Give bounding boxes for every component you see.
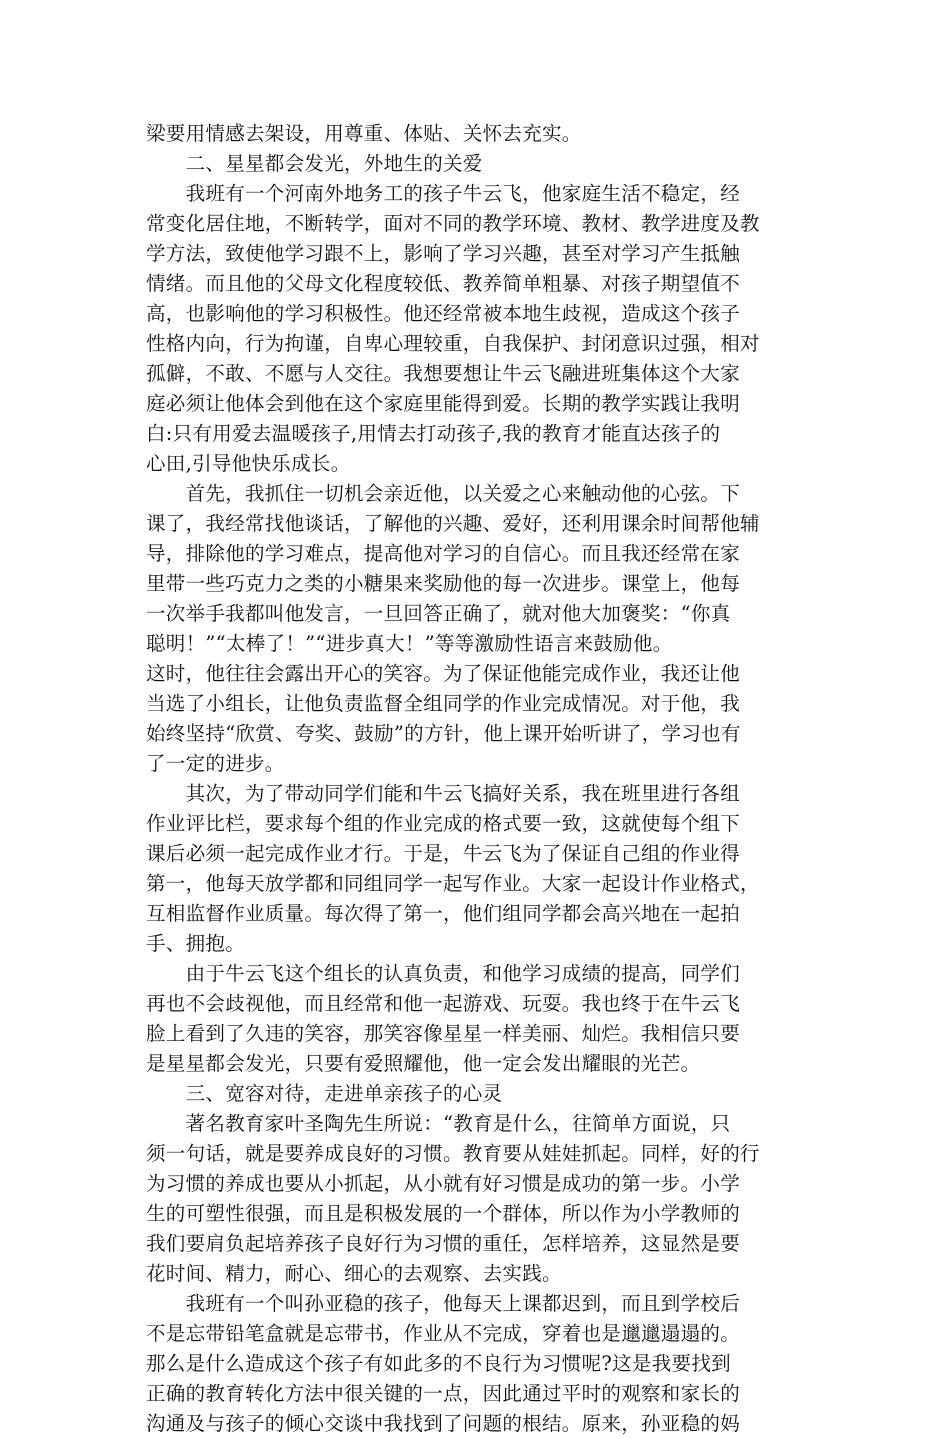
text-line: 课后必须一起完成作业才行。于是，牛云飞为了保证自己组的作业得 (146, 842, 741, 865)
text-line: 我班有一个叫孙亚稳的孩子，他每天上课都迟到，而且到学校后 (146, 1292, 741, 1315)
text-line: 是星星都会发光，只要有爱照耀他，他一定会发出耀眼的光芒。 (146, 1052, 701, 1075)
text-line: 庭必须让他体会到他在这个家庭里能得到爱。长期的教学实践让我明 (146, 392, 741, 415)
text-line: 聪明！”“太棒了！”“进步真大！”等等激励性语言来鼓励他。 (146, 632, 673, 655)
text-line: 梁要用情感去架设，用尊重、体贴、关怀去充实。 (146, 122, 582, 145)
text-line: 了一定的进步。 (146, 752, 285, 775)
text-line: 这时，他往往会露出开心的笑容。为了保证他能完成作业，我还让他 (146, 662, 741, 685)
document-body (146, 119, 806, 1439)
section-heading: 二、星星都会发光，外地生的关爱 (146, 152, 483, 175)
text-line: 脸上看到了久违的笑容，那笑容像星星一样美丽、灿烂。我相信只要 (146, 1022, 741, 1045)
text-line: 首先，我抓住一切机会亲近他，以关爱之心来触动他的心弦。下 (146, 482, 741, 505)
text-line: 情绪。而且他的父母文化程度较低、教养简单粗暴、对孩子期望值不 (146, 272, 741, 295)
text-line: 课了，我经常找他谈话，了解他的兴趣、爱好，还利用课余时间帮他辅 (146, 512, 760, 535)
text-line: 互相监督作业质量。每次得了第一，他们组同学都会高兴地在一起拍 (146, 902, 741, 925)
text-line: 再也不会歧视他，而且经常和他一起游戏、玩耍。我也终于在牛云飞 (146, 992, 741, 1015)
text-line: 生的可塑性很强，而且是积极发展的一个群体，所以作为小学教师的 (146, 1202, 741, 1225)
text-line: 我班有一个河南外地务工的孩子牛云飞，他家庭生活不稳定，经 (146, 182, 741, 205)
text-line: 沟通及与孩子的倾心交谈中我找到了问题的根结。原来，孙亚稳的妈 (146, 1412, 741, 1435)
text-line: 作业评比栏，要求每个组的作业完成的格式要一致，这就使每个组下 (146, 812, 741, 835)
text-line: 正确的教育转化方法中很关键的一点，因此通过平时的观察和家长的 (146, 1382, 741, 1405)
text-line: 手、拥抱。 (146, 932, 246, 955)
text-line: 一次举手我都叫他发言，一旦回答正确了，就对他大加褒奖：“你真 (146, 602, 731, 625)
text-line: 那么是什么造成这个孩子有如此多的不良行为习惯呢?这是我要找到 (146, 1352, 731, 1375)
text-line: 孤僻，不敢、不愿与人交往。我想要想让牛云飞融进班集体这个大家 (146, 362, 741, 385)
text-line: 为习惯的养成也要从小抓起，从小就有好习惯是成功的第一步。小学 (146, 1172, 741, 1195)
text-line: 第一，他每天放学都和同组同学一起写作业。大家一起设计作业格式， (146, 872, 760, 895)
text-line: 高，也影响他的学习积极性。他还经常被本地生歧视，造成这个孩子 (146, 302, 741, 325)
text-line: 始终坚持“欣赏、夸奖、鼓励”的方针，他上课开始听讲了，学习也有 (146, 722, 741, 745)
section-heading: 三、宽容对待，走进单亲孩子的心灵 (146, 1082, 503, 1105)
text-line: 导，排除他的学习难点，提高他对学习的自信心。而且我还经常在家 (146, 542, 741, 565)
text-line: 心田,引导他快乐成长。 (146, 452, 351, 475)
text-line: 常变化居住地，不断转学，面对不同的教学环境、教材、教学进度及教 (146, 212, 760, 235)
text-line: 不是忘带铅笔盒就是忘带书，作业从不完成，穿着也是邋邋遢遢的。 (146, 1322, 741, 1345)
text-line: 当选了小组长，让他负责监督全组同学的作业完成情况。对于他，我 (146, 692, 741, 715)
text-line: 白:只有用爱去温暖孩子,用情去打动孩子,我的教育才能直达孩子的 (146, 422, 721, 445)
text-line: 里带一些巧克力之类的小糖果来奖励他的每一次进步。课堂上，他每 (146, 572, 741, 595)
text-line: 著名教育家叶圣陶先生所说：“教育是什么，往简单方面说，只 (146, 1112, 731, 1135)
text-line: 性格内向，行为拘谨，自卑心理较重，自我保护、封闭意识过强，相对 (146, 332, 760, 355)
text-line: 其次，为了带动同学们能和牛云飞搞好关系，我在班里进行各组 (146, 782, 741, 805)
text-line: 学方法，致使他学习跟不上，影响了学习兴趣，甚至对学习产生抵触 (146, 242, 741, 265)
text-line: 我们要肩负起培养孩子良好行为习惯的重任，怎样培养，这显然是要 (146, 1232, 741, 1255)
text-line: 花时间、精力，耐心、细心的去观察、去实践。 (146, 1262, 562, 1285)
text-line: 由于牛云飞这个组长的认真负责，和他学习成绩的提高，同学们 (146, 962, 741, 985)
text-line: 须一句话，就是要养成良好的习惯。教育要从娃娃抓起。同样，好的行 (146, 1142, 760, 1165)
